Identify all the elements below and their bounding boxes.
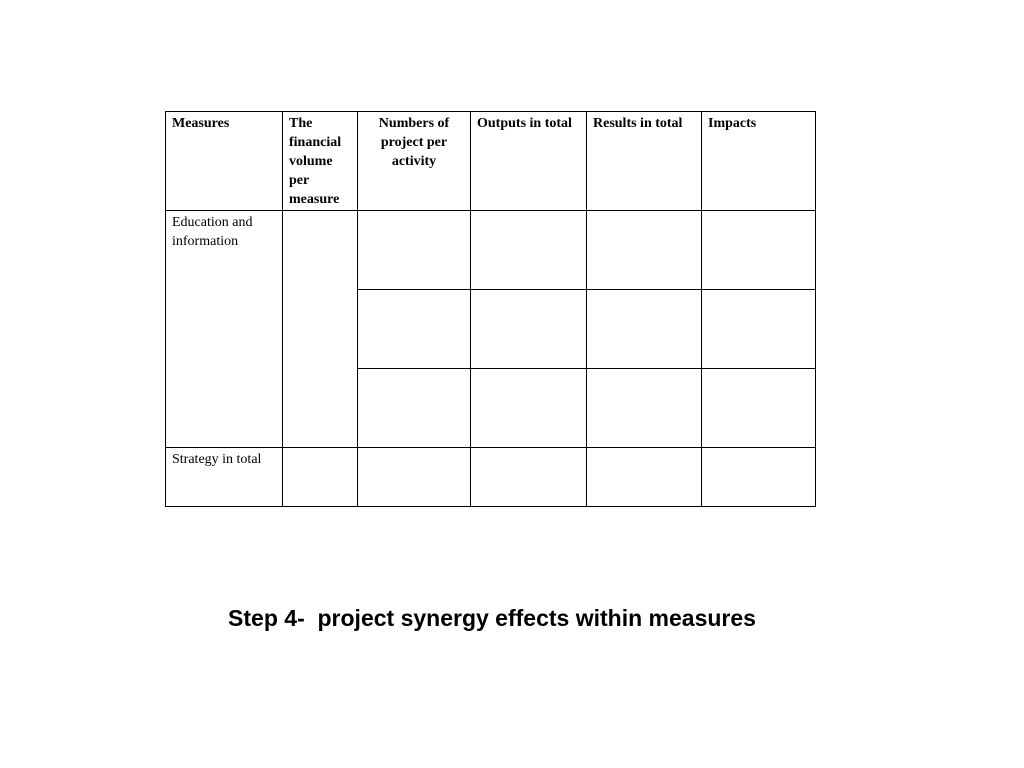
- table-cell: [471, 369, 587, 448]
- table-cell: [283, 448, 358, 507]
- table-row: [166, 211, 816, 290]
- header-outputs: Outputs in total: [471, 112, 587, 211]
- table-cell: [471, 211, 587, 290]
- table-cell: [358, 448, 471, 507]
- header-impacts: Impacts: [702, 112, 816, 211]
- measures-table: [165, 111, 816, 507]
- measure-education-cell: Education and information: [166, 211, 283, 448]
- table-cell: [587, 369, 702, 448]
- table-cell: [587, 211, 702, 290]
- header-numbers-of-project: Numbers of project per activity: [358, 112, 471, 211]
- measure-strategy-cell: Strategy in total: [166, 448, 283, 507]
- table-cell: [358, 369, 471, 448]
- table-cell: [702, 369, 816, 448]
- header-results: Results in total: [587, 112, 702, 211]
- table-cell: [358, 211, 471, 290]
- table-cell: [587, 290, 702, 369]
- table-header-row: [166, 112, 816, 211]
- table-cell: [471, 290, 587, 369]
- header-measures: Measures: [166, 112, 283, 211]
- table-row-strategy-total: [166, 448, 816, 507]
- table-cell: [358, 290, 471, 369]
- table-cell: [702, 290, 816, 369]
- table-cell: [702, 211, 816, 290]
- table-cell: [702, 448, 816, 507]
- financial-volume-cell: [283, 211, 358, 448]
- table-cell: [471, 448, 587, 507]
- header-financial-volume: The financial volume per measure: [283, 112, 358, 211]
- table-cell: [587, 448, 702, 507]
- slide-caption: Step 4- project synergy effects within measures: [228, 605, 756, 631]
